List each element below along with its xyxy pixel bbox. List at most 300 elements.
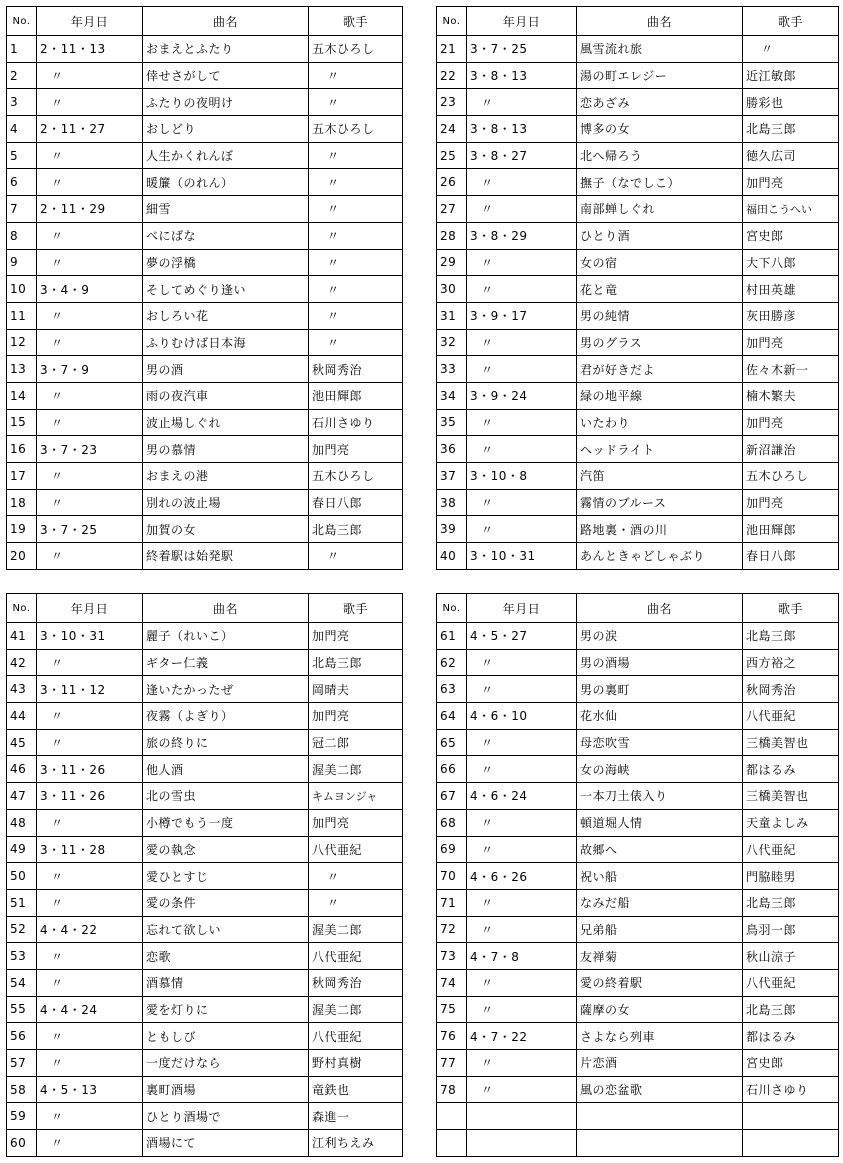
- cell-no: 74: [437, 969, 467, 996]
- cell-title: 愛の終着駅: [577, 969, 743, 996]
- cell-no: 71: [437, 889, 467, 916]
- cell-singer: 野村真樹: [309, 1050, 403, 1077]
- cell-date: 〃: [37, 382, 143, 409]
- cell-no: 6: [7, 169, 37, 196]
- cell-date: 〃: [467, 1076, 577, 1103]
- cell-no: 60: [7, 1130, 37, 1157]
- cell-title: ふりむけば日本海: [143, 329, 309, 356]
- cell-singer: 渥美二郎: [309, 756, 403, 783]
- cell-singer: 北島三郎: [309, 516, 403, 543]
- table-row: [7, 382, 403, 409]
- cell-no: 46: [7, 756, 37, 783]
- cell-singer: 鳥羽一郎: [743, 916, 839, 943]
- cell-no: 14: [7, 382, 37, 409]
- cell-no: 70: [437, 863, 467, 890]
- table-row: [437, 222, 839, 249]
- cell-singer: 北島三郎: [309, 649, 403, 676]
- cell-no: 75: [437, 996, 467, 1023]
- cell-date: 〃: [467, 329, 577, 356]
- cell-no: 15: [7, 409, 37, 436]
- table-row: [437, 703, 839, 730]
- cell-title: 愛の条件: [143, 889, 309, 916]
- table-row: [437, 382, 839, 409]
- cell-no: 24: [437, 116, 467, 143]
- header-no: No.: [437, 7, 467, 36]
- cell-no: 16: [7, 436, 37, 463]
- cell-no: 11: [7, 302, 37, 329]
- cell-title: おしろい花: [143, 302, 309, 329]
- cell-no: 20: [7, 543, 37, 570]
- cell-title: 終着駅は始発駅: [143, 543, 309, 570]
- cell-date: 〃: [467, 196, 577, 223]
- table-row: [437, 356, 839, 383]
- cell-date: 3・11・12: [37, 676, 143, 703]
- cell-date: [467, 1130, 577, 1157]
- cell-no: 51: [7, 889, 37, 916]
- cell-title: 風雪流れ旅: [577, 36, 743, 63]
- cell-singer: 〃: [309, 249, 403, 276]
- cell-title: 男のグラス: [577, 329, 743, 356]
- cell-singer: 灰田勝彦: [743, 302, 839, 329]
- header-row: [7, 7, 403, 36]
- cell-no: 7: [7, 196, 37, 223]
- cell-title: 男の純情: [577, 302, 743, 329]
- table-row: [7, 729, 403, 756]
- cell-title: 人生かくれんぼ: [143, 142, 309, 169]
- cell-no: 68: [437, 809, 467, 836]
- cell-singer: 石川さゆり: [743, 1076, 839, 1103]
- cell-title: 愛ひとすじ: [143, 863, 309, 890]
- cell-no: 69: [437, 836, 467, 863]
- cell-date: 3・8・13: [467, 62, 577, 89]
- cell-title: なみだ船: [577, 889, 743, 916]
- cell-date: 〃: [37, 1130, 143, 1157]
- cell-no: 12: [7, 329, 37, 356]
- table-row: [437, 36, 839, 63]
- cell-title: 別れの波止場: [143, 489, 309, 516]
- cell-date: 2・11・29: [37, 196, 143, 223]
- cell-title: 兄弟船: [577, 916, 743, 943]
- cell-title: ともしび: [143, 1023, 309, 1050]
- table-row: [437, 1103, 839, 1130]
- cell-date: 4・6・26: [467, 863, 577, 890]
- cell-no: 63: [437, 676, 467, 703]
- table-row: [7, 623, 403, 650]
- cell-no: 45: [7, 729, 37, 756]
- cell-date: 〃: [37, 889, 143, 916]
- cell-title: 一本刀土俵入り: [577, 783, 743, 810]
- cell-singer: 〃: [309, 863, 403, 890]
- cell-date: 〃: [467, 89, 577, 116]
- cell-date: 3・7・23: [37, 436, 143, 463]
- cell-title: 夢の浮橋: [143, 249, 309, 276]
- header-singer: 歌手: [743, 7, 839, 36]
- header-no: No.: [7, 7, 37, 36]
- table-row: [7, 836, 403, 863]
- cell-date: 〃: [37, 169, 143, 196]
- cell-date: 〃: [37, 809, 143, 836]
- table-row: [7, 889, 403, 916]
- cell-date: 〃: [467, 276, 577, 303]
- header-title: 曲名: [577, 7, 743, 36]
- cell-date: 〃: [37, 649, 143, 676]
- cell-singer: 秋岡秀治: [309, 969, 403, 996]
- cell-singer: 秋山涼子: [743, 943, 839, 970]
- cell-title: 男の酒: [143, 356, 309, 383]
- cell-title: そしてめぐり逢い: [143, 276, 309, 303]
- cell-date: 2・11・27: [37, 116, 143, 143]
- cell-singer: 冠二郎: [309, 729, 403, 756]
- cell-no: 36: [437, 436, 467, 463]
- cell-title: 片恋酒: [577, 1050, 743, 1077]
- cell-title: 加賀の女: [143, 516, 309, 543]
- cell-singer: 加門亮: [743, 409, 839, 436]
- cell-title: 君が好きだよ: [577, 356, 743, 383]
- cell-title: 他人酒: [143, 756, 309, 783]
- cell-title: 一度だけなら: [143, 1050, 309, 1077]
- cell-no: 42: [7, 649, 37, 676]
- table-row: [437, 142, 839, 169]
- song-table-3: [6, 593, 403, 1157]
- table-row: [7, 516, 403, 543]
- cell-date: 〃: [37, 142, 143, 169]
- cell-date: 〃: [37, 1023, 143, 1050]
- cell-no: 26: [437, 169, 467, 196]
- table-row: [437, 836, 839, 863]
- cell-date: 〃: [37, 543, 143, 570]
- table-row: [437, 489, 839, 516]
- cell-singer: 三橋美智也: [743, 729, 839, 756]
- table-row: [7, 649, 403, 676]
- cell-date: 〃: [37, 302, 143, 329]
- cell-singer: 宮史郎: [743, 222, 839, 249]
- table-row: [7, 1023, 403, 1050]
- cell-date: 〃: [37, 1103, 143, 1130]
- table-row: [7, 863, 403, 890]
- cell-date: 4・6・10: [467, 703, 577, 730]
- cell-title: 裏町酒場: [143, 1076, 309, 1103]
- table-row: [7, 756, 403, 783]
- cell-singer: 秋岡秀治: [309, 356, 403, 383]
- cell-date: [467, 1103, 577, 1130]
- table-row: [437, 1050, 839, 1077]
- cell-singer: 加門亮: [743, 169, 839, 196]
- song-table-1: [6, 6, 403, 570]
- cell-no: 5: [7, 142, 37, 169]
- cell-title: 麗子（れいこ）: [143, 623, 309, 650]
- cell-title: 恋歌: [143, 943, 309, 970]
- cell-singer: 村田英雄: [743, 276, 839, 303]
- cell-date: 3・11・28: [37, 836, 143, 863]
- cell-singer: 八代亜紀: [743, 969, 839, 996]
- cell-date: 3・9・17: [467, 302, 577, 329]
- cell-no: 57: [7, 1050, 37, 1077]
- cell-singer: 加門亮: [309, 703, 403, 730]
- cell-singer: 北島三郎: [743, 623, 839, 650]
- cell-title: 北の雪虫: [143, 783, 309, 810]
- cell-title: 緑の地平線: [577, 382, 743, 409]
- cell-date: 3・10・31: [467, 543, 577, 570]
- cell-title: 花と竜: [577, 276, 743, 303]
- cell-no: 64: [437, 703, 467, 730]
- cell-date: 4・7・22: [467, 1023, 577, 1050]
- cell-no: 52: [7, 916, 37, 943]
- cell-title: 頓道堀人情: [577, 809, 743, 836]
- cell-singer: 五木ひろし: [309, 463, 403, 490]
- cell-date: 4・4・22: [37, 916, 143, 943]
- cell-no: 40: [437, 543, 467, 570]
- table-row: [7, 783, 403, 810]
- table-row: [7, 222, 403, 249]
- cell-title: おまえの港: [143, 463, 309, 490]
- table-row: [7, 969, 403, 996]
- cell-singer: 北島三郎: [743, 996, 839, 1023]
- cell-singer: 江利ちえみ: [309, 1130, 403, 1157]
- table-row: [7, 356, 403, 383]
- header-no: No.: [437, 594, 467, 623]
- cell-title: 女の海峡: [577, 756, 743, 783]
- cell-singer: 五木ひろし: [743, 463, 839, 490]
- table-row: [437, 1130, 839, 1157]
- table-row: [437, 996, 839, 1023]
- cell-no: 67: [437, 783, 467, 810]
- cell-singer: 八代亜紀: [309, 1023, 403, 1050]
- cell-no: 78: [437, 1076, 467, 1103]
- cell-date: 4・6・24: [467, 783, 577, 810]
- cell-no: [437, 1103, 467, 1130]
- table-row: [7, 916, 403, 943]
- cell-date: 〃: [37, 409, 143, 436]
- header-singer: 歌手: [309, 594, 403, 623]
- table-row: [437, 543, 839, 570]
- table-row: [7, 1103, 403, 1130]
- cell-singer: 西方裕之: [743, 649, 839, 676]
- cell-date: 〃: [37, 729, 143, 756]
- table-row: [437, 196, 839, 223]
- cell-no: 38: [437, 489, 467, 516]
- cell-date: 〃: [37, 89, 143, 116]
- cell-date: 4・4・24: [37, 996, 143, 1023]
- cell-date: 3・9・24: [467, 382, 577, 409]
- cell-singer: 都はるみ: [743, 756, 839, 783]
- cell-title: おしどり: [143, 116, 309, 143]
- cell-singer: 北島三郎: [743, 116, 839, 143]
- table-row: [437, 783, 839, 810]
- cell-singer: 北島三郎: [743, 889, 839, 916]
- cell-no: 59: [7, 1103, 37, 1130]
- cell-no: 55: [7, 996, 37, 1023]
- cell-title: 細雪: [143, 196, 309, 223]
- cell-title: 霧情のブルース: [577, 489, 743, 516]
- cell-date: 〃: [467, 356, 577, 383]
- cell-no: 25: [437, 142, 467, 169]
- cell-title: 南部蝉しぐれ: [577, 196, 743, 223]
- table-row: [7, 276, 403, 303]
- cell-date: 〃: [37, 489, 143, 516]
- table-row: [437, 169, 839, 196]
- table-row: [437, 62, 839, 89]
- cell-date: 〃: [467, 756, 577, 783]
- cell-title: 故郷へ: [577, 836, 743, 863]
- cell-singer: 新沼謙治: [743, 436, 839, 463]
- cell-no: 39: [437, 516, 467, 543]
- table-row: [437, 729, 839, 756]
- cell-title: さよなら列車: [577, 1023, 743, 1050]
- table-row: [7, 996, 403, 1023]
- cell-no: 1: [7, 36, 37, 63]
- cell-singer: 宮史郎: [743, 1050, 839, 1077]
- table-row: [437, 436, 839, 463]
- cell-singer: 〃: [309, 889, 403, 916]
- cell-title: 愛の執念: [143, 836, 309, 863]
- table-row: [7, 196, 403, 223]
- cell-title: 小樽でもう一度: [143, 809, 309, 836]
- cell-singer: 〃: [309, 302, 403, 329]
- cell-title: 北へ帰ろう: [577, 142, 743, 169]
- table-row: [437, 249, 839, 276]
- cell-title: 薩摩の女: [577, 996, 743, 1023]
- cell-singer: 〃: [309, 543, 403, 570]
- cell-title: 逢いたかったぜ: [143, 676, 309, 703]
- cell-singer: 〃: [309, 169, 403, 196]
- cell-date: 〃: [467, 996, 577, 1023]
- header-no: No.: [7, 594, 37, 623]
- cell-title: おまえとふたり: [143, 36, 309, 63]
- cell-title: 暖簾（のれん）: [143, 169, 309, 196]
- cell-no: 43: [7, 676, 37, 703]
- cell-no: 2: [7, 62, 37, 89]
- cell-date: 〃: [37, 703, 143, 730]
- cell-singer: 加門亮: [743, 489, 839, 516]
- cell-title: 母恋吹雪: [577, 729, 743, 756]
- cell-no: 22: [437, 62, 467, 89]
- table-row: [7, 1050, 403, 1077]
- cell-singer: 春日八郎: [743, 543, 839, 570]
- cell-date: 〃: [37, 1050, 143, 1077]
- cell-no: 3: [7, 89, 37, 116]
- table-row: [7, 89, 403, 116]
- table-row: [7, 489, 403, 516]
- table-row: [437, 969, 839, 996]
- table-row: [437, 649, 839, 676]
- cell-no: 76: [437, 1023, 467, 1050]
- cell-singer: 〃: [309, 329, 403, 356]
- cell-no: 13: [7, 356, 37, 383]
- cell-title: 博多の女: [577, 116, 743, 143]
- table-row: [437, 916, 839, 943]
- cell-no: 44: [7, 703, 37, 730]
- header-row: [437, 7, 839, 36]
- cell-no: 48: [7, 809, 37, 836]
- table-row: [437, 889, 839, 916]
- cell-title: [577, 1130, 743, 1157]
- cell-date: 4・5・13: [37, 1076, 143, 1103]
- cell-singer: 秋岡秀治: [743, 676, 839, 703]
- cell-no: 35: [437, 409, 467, 436]
- cell-date: 〃: [37, 249, 143, 276]
- cell-title: ヘッドライト: [577, 436, 743, 463]
- cell-no: 33: [437, 356, 467, 383]
- table-row: [437, 1023, 839, 1050]
- table-row: [437, 116, 839, 143]
- cell-no: 56: [7, 1023, 37, 1050]
- header-date: 年月日: [467, 594, 577, 623]
- table-row: [7, 62, 403, 89]
- cell-title: 男の酒場: [577, 649, 743, 676]
- cell-singer: 佐々木新一: [743, 356, 839, 383]
- cell-no: 73: [437, 943, 467, 970]
- cell-date: 〃: [37, 329, 143, 356]
- header-row: [7, 594, 403, 623]
- header-singer: 歌手: [743, 594, 839, 623]
- table-row: [7, 302, 403, 329]
- table-row: [437, 943, 839, 970]
- cell-no: 21: [437, 36, 467, 63]
- cell-date: 〃: [467, 436, 577, 463]
- cell-singer: 五木ひろし: [309, 116, 403, 143]
- cell-title: 酒慕情: [143, 969, 309, 996]
- header-date: 年月日: [467, 7, 577, 36]
- cell-no: 47: [7, 783, 37, 810]
- table-row: [7, 809, 403, 836]
- table-row: [437, 409, 839, 436]
- cell-date: 〃: [467, 836, 577, 863]
- cell-singer: 〃: [309, 62, 403, 89]
- cell-date: 〃: [467, 249, 577, 276]
- cell-singer: 〃: [309, 276, 403, 303]
- header-title: 曲名: [143, 594, 309, 623]
- cell-date: 4・7・8: [467, 943, 577, 970]
- cell-no: 9: [7, 249, 37, 276]
- table-row: [7, 249, 403, 276]
- cell-singer: 天童よしみ: [743, 809, 839, 836]
- cell-singer: 渥美二郎: [309, 996, 403, 1023]
- table-row: [437, 863, 839, 890]
- cell-title: 路地裏・酒の川: [577, 516, 743, 543]
- header-date: 年月日: [37, 7, 143, 36]
- cell-no: 31: [437, 302, 467, 329]
- cell-singer: 竜鉄也: [309, 1076, 403, 1103]
- cell-title: 忘れて欲しい: [143, 916, 309, 943]
- cell-title: 撫子（なでしこ）: [577, 169, 743, 196]
- cell-date: 〃: [37, 62, 143, 89]
- song-table-2: [436, 6, 839, 570]
- cell-title: ふたりの夜明け: [143, 89, 309, 116]
- cell-no: 10: [7, 276, 37, 303]
- cell-singer: 〃: [309, 196, 403, 223]
- cell-no: 50: [7, 863, 37, 890]
- cell-title: 愛を灯りに: [143, 996, 309, 1023]
- song-table-4: [436, 593, 839, 1157]
- table-row: [7, 116, 403, 143]
- cell-singer: 森進一: [309, 1103, 403, 1130]
- cell-no: 19: [7, 516, 37, 543]
- cell-title: べにばな: [143, 222, 309, 249]
- cell-no: [437, 1130, 467, 1157]
- cell-title: ひとり酒: [577, 222, 743, 249]
- cell-title: 酒場にて: [143, 1130, 309, 1157]
- table-row: [7, 943, 403, 970]
- cell-singer: 近江敏郎: [743, 62, 839, 89]
- cell-title: 花水仙: [577, 703, 743, 730]
- table-row: [7, 463, 403, 490]
- cell-singer: 岡晴夫: [309, 676, 403, 703]
- table-row: [7, 703, 403, 730]
- cell-title: 倖せさがして: [143, 62, 309, 89]
- cell-singer: 門脇睦男: [743, 863, 839, 890]
- cell-title: 祝い船: [577, 863, 743, 890]
- cell-date: 〃: [37, 969, 143, 996]
